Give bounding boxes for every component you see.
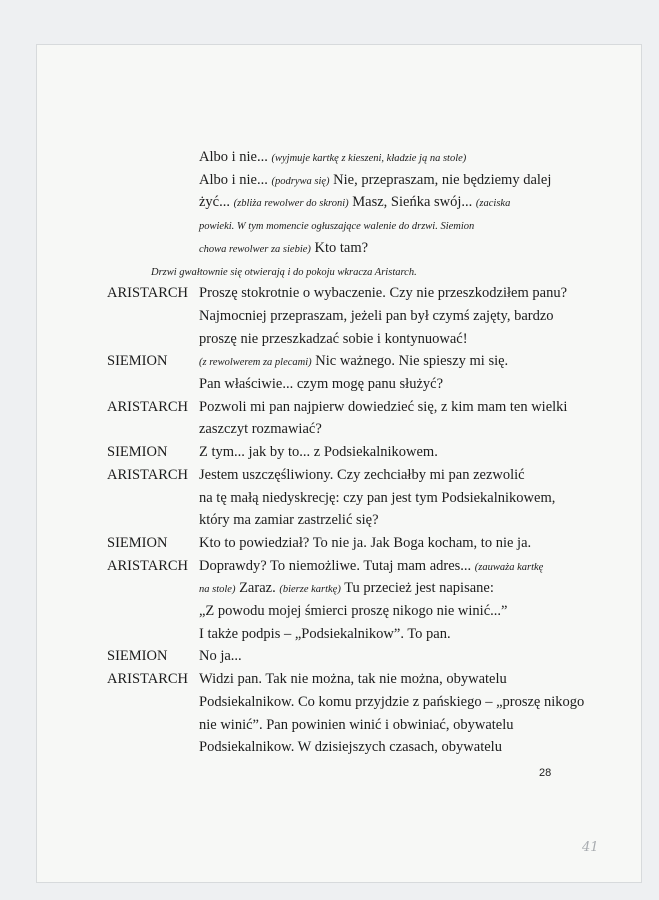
italic-direction: (zaciska	[475, 198, 511, 210]
speaker-name: ARISTARCH	[107, 398, 189, 415]
spoken-text: „Z powodu mojej śmierci proszę nikogo nie winić...”	[199, 603, 508, 619]
speaker-name: ARISTARCH	[107, 671, 189, 688]
dialogue-text	[199, 284, 567, 302]
spoken-text: na tę małą niedyskrecję: czy pan jest tym Podsiekalnikowem,	[199, 489, 556, 506]
dialogue-text	[199, 148, 466, 168]
spoken-text: I także podpis – „Podsiekalnikow”. To pan.	[199, 625, 451, 642]
document-page	[37, 45, 641, 882]
spoken-text: Tu przecież jest napisane:	[340, 580, 494, 597]
spoken-text: Doprawdy? To niemożliwe. Tutaj mam adres...	[199, 557, 475, 574]
spoken-text: Podsiekalnikow. W dzisiejszych czasach, obywatelu	[199, 739, 502, 756]
dialogue-text	[199, 330, 468, 348]
stage-direction	[151, 262, 417, 282]
italic-direction: (podrywa się)	[271, 175, 330, 187]
italic-direction: powieki. W tym momencie ogłuszające walenie do drzwi. Siemion	[199, 221, 475, 233]
dialogue-text	[199, 647, 242, 665]
spoken-text: Kto tam?	[310, 239, 369, 256]
italic-direction: (bierze kartkę)	[279, 584, 341, 596]
italic-direction: (z rewolwerem za plecami)	[199, 357, 312, 369]
spoken-text: Albo i nie...	[199, 171, 272, 188]
italic-direction: chowa rewolwer za siebie)	[199, 243, 311, 255]
page-number: 28	[539, 767, 552, 779]
spoken-text: Najmocniej przepraszam, jeżeli pan był czymś zajęty, bardzo	[199, 307, 554, 324]
speaker-name: SIEMION	[107, 353, 168, 370]
dialogue-text	[199, 534, 531, 552]
spoken-text: proszę nie przeszkadzać sobie i kontynuować!	[199, 330, 468, 347]
speaker-name: SIEMION	[107, 648, 168, 665]
dialogue-text	[199, 443, 438, 461]
dialogue-text	[199, 716, 514, 734]
dialogue-text	[199, 557, 543, 577]
dialogue-text	[199, 489, 555, 507]
spoken-text: Pan właściwie... czym mogę panu służyć?	[199, 376, 444, 392]
italic-direction: (zbliża rewolwer do skroni)	[233, 198, 349, 210]
speaker-name: SIEMION	[107, 534, 168, 551]
spoken-text: zaszczyt rozmawiać?	[199, 421, 322, 438]
speaker-name: ARISTARCH	[107, 466, 189, 483]
dialogue-text	[199, 239, 368, 259]
italic-direction: (zauważa kartkę	[474, 561, 544, 573]
dialogue-text	[199, 398, 567, 416]
dialogue-text	[199, 171, 551, 191]
spoken-text: Zaraz.	[235, 580, 280, 597]
speaker-name: ARISTARCH	[107, 285, 189, 302]
dialogue-text	[199, 307, 554, 325]
dialogue-text	[199, 738, 502, 756]
speaker-name: SIEMION	[107, 444, 168, 461]
spoken-text: Pozwoli mi pan najpierw dowiedzieć się, z kim mam ten wielki	[199, 398, 568, 415]
dialogue-text	[199, 511, 379, 529]
dialogue-text	[199, 352, 508, 372]
pencil-annotation: 41	[582, 840, 599, 855]
spoken-text: Kto to powiedział? To nie ja. Jak Boga kocham, to nie ja.	[199, 534, 532, 551]
spoken-text: żyć...	[199, 194, 234, 211]
italic-direction: na stole)	[199, 584, 236, 596]
dialogue-text	[199, 420, 322, 438]
spoken-text: Z tym... jak by to... z Podsiekalnikowem.	[199, 444, 438, 461]
dialogue-text	[199, 625, 451, 643]
dialogue-text	[199, 579, 494, 599]
dialogue-text	[199, 602, 507, 620]
spoken-text: który ma zamiar zastrzelić się?	[199, 512, 379, 529]
dialogue-text	[199, 670, 507, 688]
spoken-text: Masz, Sieńka swój...	[348, 194, 476, 211]
spoken-text: Jestem uszczęśliwiony. Czy zechciałby mi pan zezwolić	[199, 466, 525, 483]
dialogue-text	[199, 216, 474, 236]
spoken-text: Albo i nie...	[199, 149, 272, 165]
italic-direction: Drzwi gwałtownie się otwierają i do pokoju wkracza Aristarch.	[151, 266, 417, 278]
dialogue-text	[199, 466, 525, 484]
spoken-text: Widzi pan. Tak nie można, tak nie można, obywatelu	[199, 671, 507, 688]
speaker-name: ARISTARCH	[107, 557, 189, 574]
spoken-text: Proszę stokrotnie o wybaczenie. Czy nie przeszkodziłem panu?	[199, 285, 568, 302]
spoken-text: nie winić”. Pan powinien winić i obwiniać, obywatelu	[199, 716, 514, 733]
dialogue-text	[199, 375, 443, 393]
spoken-text: Nie, przepraszam, nie będziemy dalej	[329, 171, 552, 188]
spoken-text: Nic ważnego. Nie spieszy mi się.	[311, 353, 509, 370]
spoken-text: Podsiekalnikow. Co komu przyjdzie z pańskiego – „proszę nikogo	[199, 693, 585, 710]
dialogue-text	[199, 193, 510, 213]
italic-direction: (wyjmuje kartkę z kieszeni, kładzie ją na stole)	[271, 153, 467, 164]
spoken-text: No ja...	[199, 648, 242, 665]
dialogue-text	[199, 693, 584, 711]
